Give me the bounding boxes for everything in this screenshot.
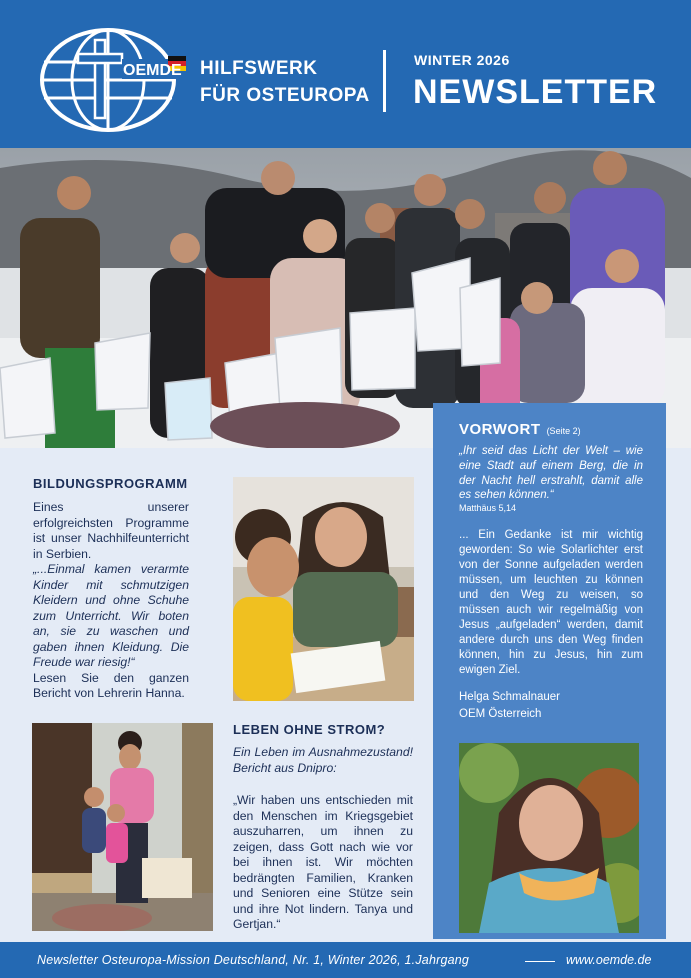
strom-heading: LEBEN OHNE STROM?: [233, 722, 386, 737]
footer-publication-info: Newsletter Osteuropa-Mission Deutschland, Nr. 1, Winter 2026, 1.Jahrgang: [37, 953, 470, 967]
bildung-quote: „...Einmal kamen verarmte Kinder mit schmutzigen Kleidern und ohne Schuhe zum Unterricht. Wir boten an, sie zu waschen und gaben ihnen Kleidung. Die Freude war riesig!“: [33, 562, 189, 669]
signature-org: OEM Österreich: [459, 708, 542, 720]
verse-reference: Matthäus 5,14: [459, 503, 517, 513]
header-divider: [383, 50, 386, 112]
vorwort-title: VORWORT: [459, 421, 541, 438]
logo-text: OEMDE: [123, 62, 182, 79]
newsletter-title: NEWSLETTER: [413, 73, 658, 111]
bildung-heading: BILDUNGSPROGRAMM: [33, 476, 188, 491]
bildung-article-text: [33, 500, 189, 702]
bildung-outro: Lesen Sie den ganzen Bericht von Lehrerin Hanna.: [33, 670, 189, 700]
footer-separator: [525, 961, 555, 962]
vorwort-body: ... Ein Gedanke ist mir wichtig geworden: So wie Solarlichter erst von der Sonne aufgeladen werden müssen, um leuchten zu können und den Weg zu weisen, so müssen auch wir regelmäßig von Jesus „aufgeladen“ werden, damit andere durch uns den Weg finden können, hin zu Jesus, hin zum ewigen Ziel.: [459, 529, 643, 676]
issue-label: WINTER 2026: [414, 52, 510, 68]
org-name-line1: HILFSWERK: [200, 58, 318, 79]
signature-name: Helga Schmalnauer: [459, 691, 561, 703]
family-doorway-photo: [32, 723, 213, 931]
vorwort-heading: [459, 421, 581, 438]
org-name-line2: FÜR OSTEUROPA: [200, 85, 370, 106]
vorwort-box: [433, 403, 666, 939]
bible-verse: „Ihr seid das Licht der Welt – wie eine Stadt auf einem Berg, die in der Nacht hell erstrahlt, damit alle es sehen können.“: [459, 445, 643, 502]
vorwort-page-ref: (Seite 2): [546, 426, 581, 436]
tutoring-photo: [233, 477, 414, 701]
bildung-intro: Eines unserer erfolgreichsten Programme ist unser Nachhilfeunterricht in Serbien.: [33, 500, 189, 561]
strom-intro: Ein Leben im Ausnahmezustand! Bericht aus Dnipro:: [233, 745, 413, 775]
footer-bar: [0, 942, 691, 978]
author-portrait: [459, 743, 639, 933]
header-banner: [0, 0, 691, 148]
footer-website-link[interactable]: www.oemde.de: [566, 953, 652, 967]
strom-quote: „Wir haben uns entschieden mit den Menschen im Kriegsgebiet auszuharren, um ihnen zu zeigen, dass Gott nach wie vor bei ihnen ist. Wir möchten bedrängten Familien, Kranken und Senioren eine Stütze sein und ihre Not lindern. Tanya und Gertjan.“: [233, 793, 413, 931]
oem-globe-logo: [38, 26, 188, 134]
